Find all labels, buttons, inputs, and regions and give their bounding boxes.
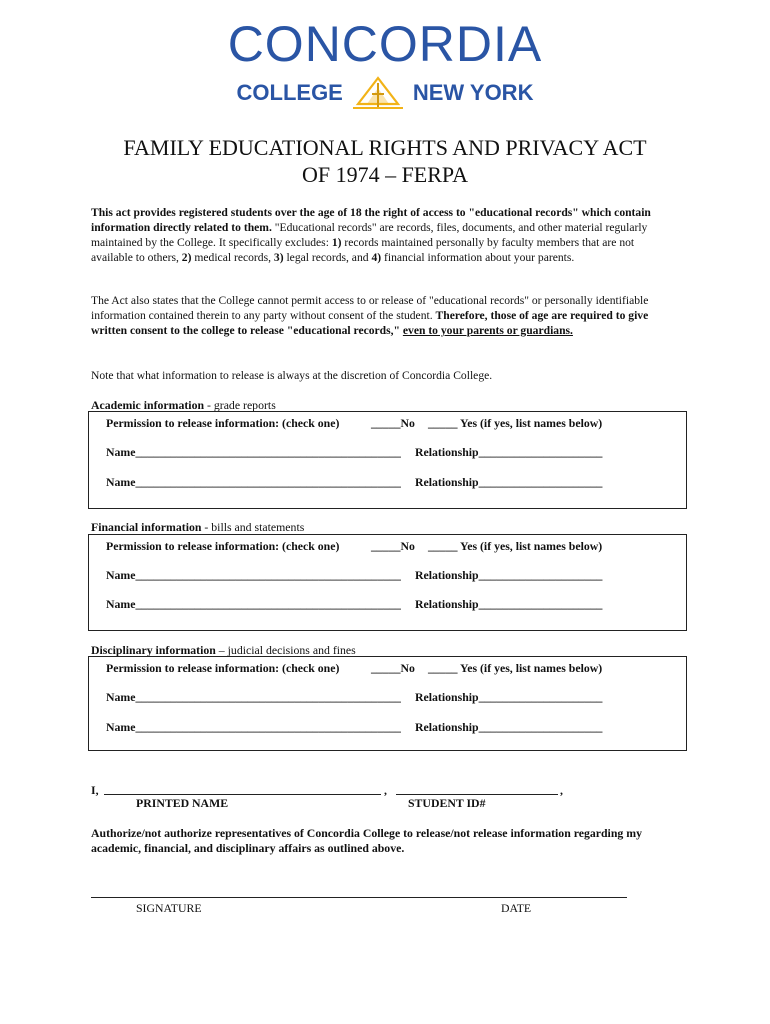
disciplinary-relationship-field-2[interactable]: Relationship_____________________ [415, 720, 603, 734]
i-label: I, [91, 783, 99, 797]
authorization-statement: Authorize/not authorize representatives of Concordia College to release/not release information regarding my academic, financial, and disciplinary affairs as outlined above. [91, 826, 642, 855]
list-text: financial information about your parents. [381, 251, 575, 264]
section-label-desc: - bills and statements [201, 520, 305, 534]
list-text: records maintained personally by faculty members that are not available to others, [91, 236, 635, 264]
list-number: 4) [371, 251, 382, 264]
permission-label: Permission to release information: (check one) [106, 661, 340, 675]
financial-name-field-1[interactable]: Name_____________________________________________ [106, 568, 401, 582]
academic-relationship-field-1[interactable]: Relationship_____________________ [415, 445, 603, 459]
financial-no-option[interactable]: _____No [371, 539, 415, 553]
comma: , [384, 783, 387, 797]
permission-label: Permission to release information: (check one) [106, 539, 340, 553]
disciplinary-relationship-field-1[interactable]: Relationship_____________________ [415, 690, 603, 704]
disciplinary-name-field-2[interactable]: Name_____________________________________________ [106, 720, 401, 734]
section-label-desc: - grade reports [204, 398, 276, 412]
list-number: 3) [273, 251, 284, 264]
signature-date-line[interactable] [91, 897, 627, 898]
disciplinary-name-field-1[interactable]: Name_____________________________________________ [106, 690, 401, 704]
intro-bold-text: Therefore, those of age are required to give written consent to the college to release "educational records," [91, 309, 649, 337]
page-title-line-2: OF 1974 – FERPA [301, 162, 469, 187]
section-label-desc: – judicial decisions and fines [215, 643, 356, 657]
academic-no-option[interactable]: _____No [371, 416, 415, 430]
intro-underlined-text: even to your parents or guardians. [402, 324, 573, 337]
logo-concordia: CONCORDIA [227, 16, 543, 72]
list-number: 1) [331, 236, 342, 249]
section-label-bold: Financial information [91, 520, 202, 534]
page-title-line-1: FAMILY EDUCATIONAL RIGHTS AND PRIVACY ACT [123, 135, 647, 160]
student-id-field[interactable] [396, 794, 558, 795]
logo-new-york: NEW YORK [412, 80, 534, 105]
date-label: DATE [501, 901, 532, 915]
comma: , [560, 783, 563, 797]
financial-name-field-2[interactable]: Name_____________________________________________ [106, 597, 401, 611]
financial-yes-option[interactable]: _____ Yes (if yes, list names below) [428, 539, 603, 553]
academic-box [88, 411, 687, 509]
academic-name-field-2[interactable]: Name_____________________________________________ [106, 475, 401, 489]
logo-college: COLLEGE [236, 80, 343, 105]
list-text: legal records, and [283, 251, 372, 264]
intro-text: "Educational records" are records, files, documents, and other material regularly maintained by the College. It specifically excludes: [91, 221, 648, 249]
academic-name-field-1[interactable]: Name_____________________________________________ [106, 445, 401, 459]
section-label-academic [91, 398, 276, 412]
financial-box [88, 534, 687, 631]
section-label-bold: Academic information [91, 398, 205, 412]
intro-bold-text: This act provides registered students over the age of 18 the right of access to "educational records" which contain information directly related to them. [91, 206, 651, 234]
student-id-label: STUDENT ID# [408, 796, 486, 810]
section-label-financial [91, 520, 304, 534]
logo-subline [0, 74, 770, 112]
intro-paragraph-1 [91, 205, 671, 265]
list-text: medical records, [191, 251, 274, 264]
printed-name-label: PRINTED NAME [136, 796, 229, 810]
academic-yes-option[interactable]: _____ Yes (if yes, list names below) [428, 416, 603, 430]
list-number: 2) [181, 251, 192, 264]
intro-text: The Act also states that the College cannot permit access to or release of "educational records" or personally identifiable information contained therein to any party without consent of the student. [91, 294, 649, 322]
section-label-bold: Disciplinary information [91, 643, 216, 657]
financial-relationship-field-2[interactable]: Relationship_____________________ [415, 597, 603, 611]
college-seal-icon [353, 74, 403, 112]
printed-name-field[interactable] [104, 794, 381, 795]
disciplinary-yes-option[interactable]: _____ Yes (if yes, list names below) [428, 661, 603, 675]
section-label-disciplinary [91, 643, 356, 657]
intro-paragraph-3: Note that what information to release is always at the discretion of Concordia College. [91, 369, 493, 382]
permission-label: Permission to release information: (check one) [106, 416, 340, 430]
intro-paragraph-2 [91, 293, 671, 338]
disciplinary-no-option[interactable]: _____No [371, 661, 415, 675]
disciplinary-box [88, 656, 687, 751]
financial-relationship-field-1[interactable]: Relationship_____________________ [415, 568, 603, 582]
signature-label: SIGNATURE [136, 901, 202, 915]
academic-relationship-field-2[interactable]: Relationship_____________________ [415, 475, 603, 489]
